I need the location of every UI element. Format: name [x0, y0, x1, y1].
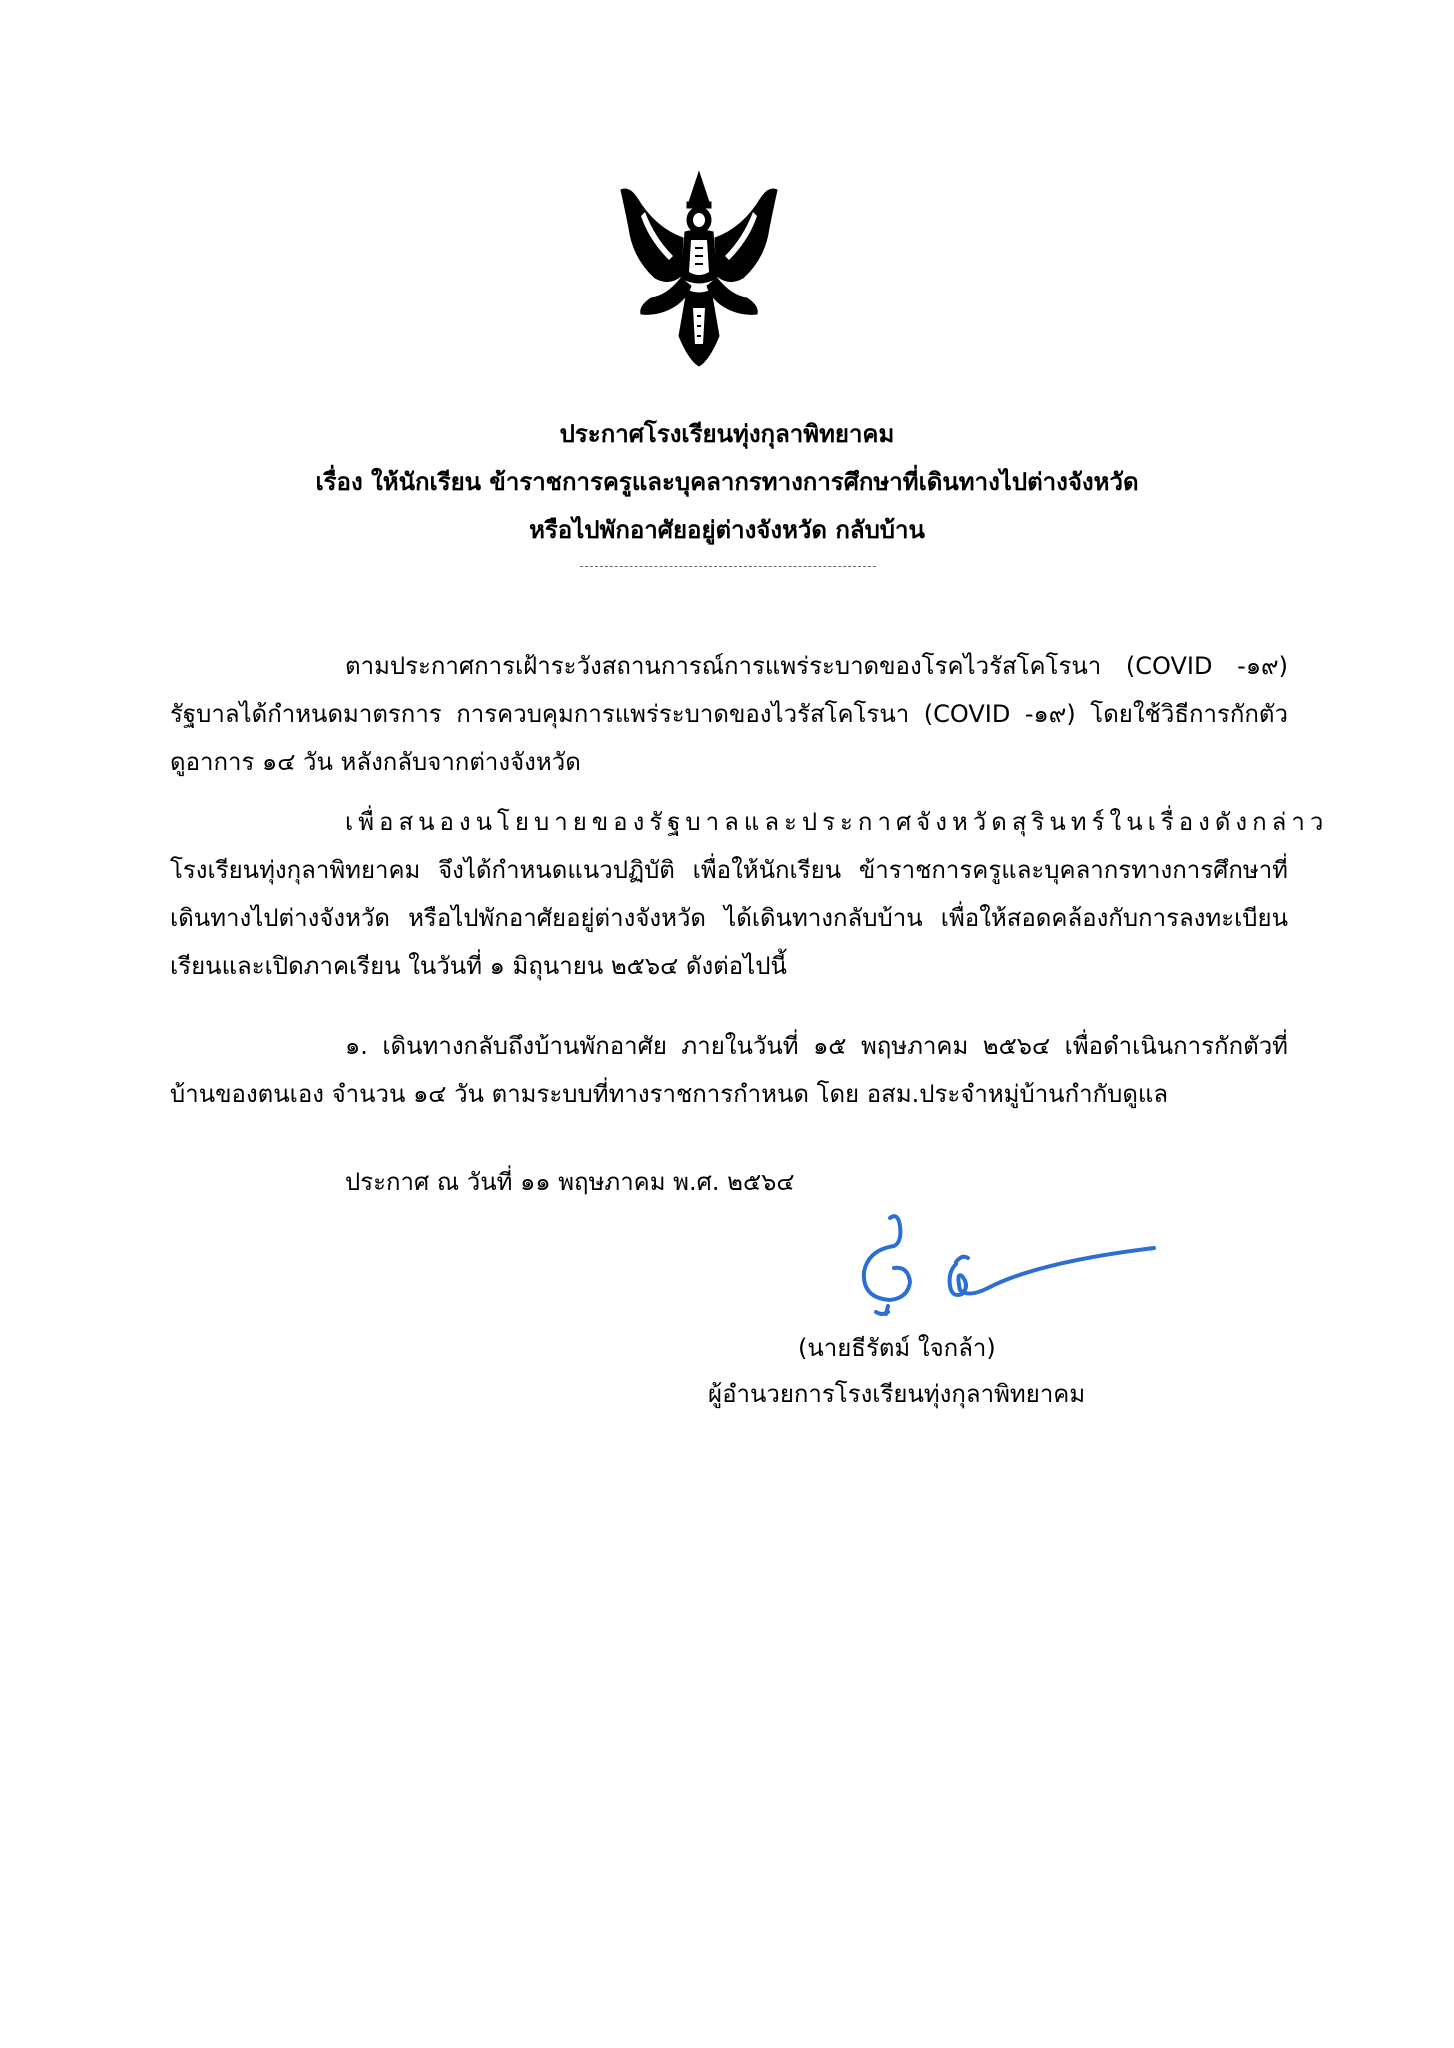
paragraph-line: ๑. เดินทางกลับถึงบ้านพักอาศัย ภายในวันที่ ๑๕ พฤษภาคม ๒๕๖๔ เพื่อดำเนินการกักตัวที่ [345, 1032, 1288, 1060]
announcement-title: ประกาศโรงเรียนทุ่งกุลาพิทยาคม [559, 420, 895, 448]
announcement-date: ประกาศ ณ วันที่ ๑๑ พฤษภาคม พ.ศ. ๒๕๖๔ [345, 1168, 795, 1196]
announcement-subject-continued: หรือไปพักอาศัยอยู่ต่างจังหวัด กลับบ้าน [529, 516, 925, 544]
body-paragraph-1 [170, 642, 1288, 786]
paragraph-line: บ้านของตนเอง จำนวน ๑๔ วัน ตามระบบที่ทางราชการกำหนด โดย อสม.ประจำหมู่บ้านกำกับดูแล [170, 1080, 1169, 1108]
paragraph-line: ดูอาการ ๑๔ วัน หลังกลับจากต่างจังหวัด [170, 748, 581, 776]
signatory-name: (นายธีรัตม์ ใจกล้า) [798, 1334, 996, 1362]
title-divider [580, 566, 876, 567]
paragraph-line: ตามประกาศการเฝ้าระวังสถานการณ์การแพร่ระบาดของโรคไวรัสโคโรนา (COVID -๑๙) [345, 652, 1288, 680]
body-paragraph-2 [170, 798, 1329, 990]
garuda-emblem-icon [615, 168, 783, 368]
body-paragraph-3 [170, 1022, 1288, 1118]
paragraph-line: เรียนและเปิดภาคเรียน ในวันที่ ๑ มิถุนายน ๒๕๖๔ ดังต่อไปนี้ [170, 952, 787, 980]
paragraph-line: เพื่อสนองนโยบายของรัฐบาลและประกาศจังหวัดสุรินทร์ในเรื่องดังกล่าว [345, 808, 1329, 836]
paragraph-line: เดินทางไปต่างจังหวัด หรือไปพักอาศัยอยู่ต่างจังหวัด ได้เดินทางกลับบ้าน เพื่อให้สอดคล้องกับการลงทะเบียน [170, 904, 1288, 932]
announcement-subject: เรื่อง ให้นักเรียน ข้าราชการครูและบุคลากรทางการศึกษาที่เดินทางไปต่างจังหวัด [315, 468, 1139, 496]
handwritten-signature [838, 1202, 1156, 1322]
paragraph-line: รัฐบาลได้กำหนดมาตรการ การควบคุมการแพร่ระบาดของไวรัสโคโรนา (COVID -๑๙) โดยใช้วิธีการกักตัว [170, 700, 1288, 728]
paragraph-line: โรงเรียนทุ่งกุลาพิทยาคม จึงได้กำหนดแนวปฏิบัติ เพื่อให้นักเรียน ข้าราชการครูและบุคลากรทางการศึกษาที่ [170, 856, 1288, 884]
signatory-position: ผู้อำนวยการโรงเรียนทุ่งกุลาพิทยาคม [708, 1380, 1086, 1408]
